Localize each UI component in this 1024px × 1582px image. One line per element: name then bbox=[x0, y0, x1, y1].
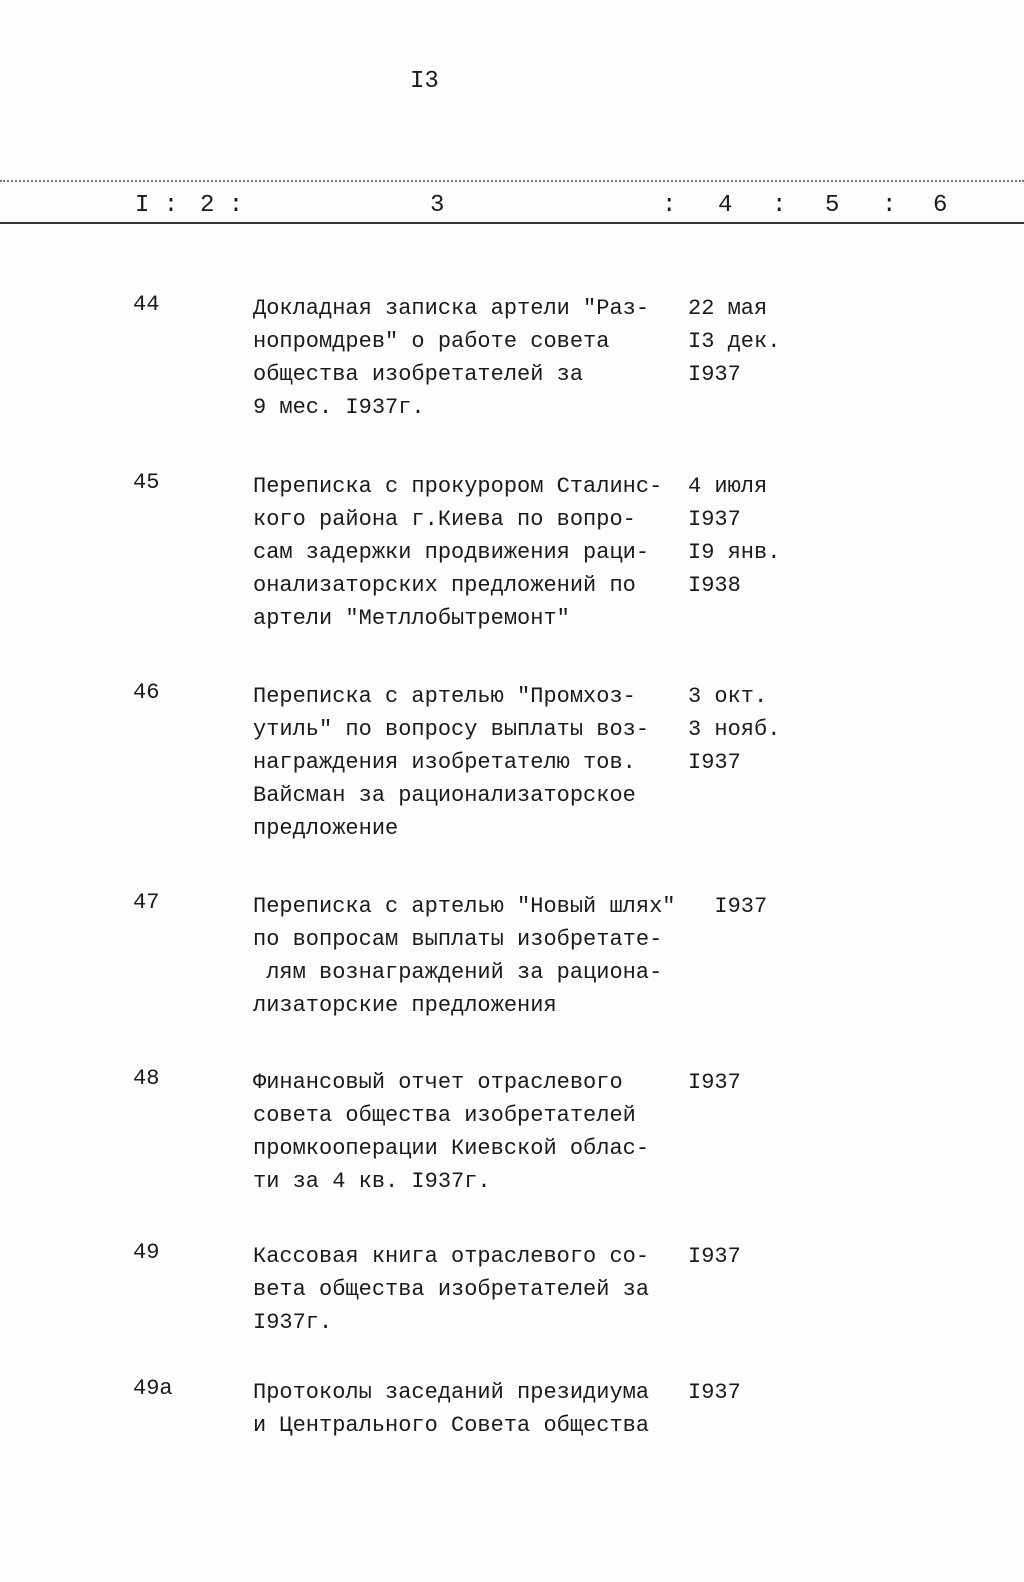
entry-dates bbox=[688, 680, 780, 779]
entry-title-line: лизаторские предложения bbox=[253, 993, 557, 1018]
page-number: I3 bbox=[410, 68, 439, 95]
entry-title-line: совета общества изобретателей bbox=[253, 1103, 636, 1128]
entry-title-line: утиль" по вопросу выплаты воз- bbox=[253, 717, 650, 742]
entry-date-line: I937 bbox=[688, 507, 741, 532]
entry-title bbox=[253, 470, 662, 635]
entry-title bbox=[253, 1240, 649, 1339]
entry-title-line: нопромдрев" о работе совета bbox=[253, 329, 610, 354]
entry-number: 46 bbox=[133, 680, 160, 705]
entry-date-line: I3 дек. bbox=[688, 329, 781, 354]
entry-title-line: Переписка с артелью "Промхоз- bbox=[253, 684, 636, 709]
column-4: 4 bbox=[718, 192, 733, 219]
entry-number: 48 bbox=[133, 1066, 160, 1091]
entry-title-line: сам задержки продвижения раци- bbox=[253, 540, 650, 565]
entry-title-line: Докладная записка артели "Раз- bbox=[253, 296, 650, 321]
entry-title bbox=[253, 680, 649, 845]
entry-date-line: 3 окт. bbox=[688, 684, 768, 709]
entry-title-line: Вайсман за рационализаторское bbox=[253, 783, 636, 808]
entry-number: 49 bbox=[133, 1240, 160, 1265]
entry-dates bbox=[688, 1376, 741, 1409]
entry-date-line: I937 bbox=[688, 1070, 741, 1095]
entry-dates bbox=[688, 890, 767, 923]
entry-title-line: Кассовая книга отраслевого со- bbox=[253, 1244, 650, 1269]
entry-number: 47 bbox=[133, 890, 160, 915]
entry-number: 44 bbox=[133, 292, 160, 317]
entry-date-line: 3 нояб. bbox=[688, 717, 781, 742]
entry-number: 49а bbox=[133, 1376, 173, 1401]
entry-title-line: Финансовый отчет отраслевого bbox=[253, 1070, 623, 1095]
entry-title-line: вета общества изобретателей за bbox=[253, 1277, 650, 1302]
entry-date-line: I937 bbox=[688, 1380, 741, 1405]
column-1: I : bbox=[135, 192, 179, 219]
column-5: 5 bbox=[825, 192, 840, 219]
entry-dates bbox=[688, 470, 780, 602]
entry-date-line: I937 bbox=[688, 750, 741, 775]
column-3: 3 bbox=[430, 192, 445, 219]
entry-date-line: I938 bbox=[688, 573, 741, 598]
entry-title-line: награждения изобретателю тов. bbox=[253, 750, 636, 775]
entry-dates bbox=[688, 292, 780, 391]
column-6: 6 bbox=[933, 192, 948, 219]
entry-title-line: предложение bbox=[253, 816, 399, 841]
entry-title-line: кого района г.Киева по вопро- bbox=[253, 507, 636, 532]
entry-title bbox=[253, 1066, 649, 1198]
entry-title-line: общества изобретателей за bbox=[253, 362, 584, 387]
entry-title bbox=[253, 1376, 649, 1442]
entry-date-line: I937 bbox=[688, 894, 768, 919]
entry-title-line: Протоколы заседаний президиума bbox=[253, 1380, 650, 1405]
entry-title bbox=[253, 890, 675, 1022]
entry-title-line: Переписка с артелью "Новый шлях" bbox=[253, 894, 676, 919]
entry-date-line: 22 мая bbox=[688, 296, 768, 321]
column-sep: : bbox=[772, 192, 787, 219]
entry-title-line: промкооперации Киевской облас- bbox=[253, 1136, 650, 1161]
column-2: 2 : bbox=[200, 192, 244, 219]
entry-dates bbox=[688, 1066, 741, 1099]
entry-dates bbox=[688, 1240, 741, 1273]
entry-number: 45 bbox=[133, 470, 160, 495]
entry-date-line: I9 янв. bbox=[688, 540, 781, 565]
entry-title-line: лям вознаграждений за рациона- bbox=[253, 960, 663, 985]
column-sep: : bbox=[882, 192, 897, 219]
entry-title-line: Переписка с прокурором Сталинс- bbox=[253, 474, 663, 499]
entry-title-line: ти за 4 кв. I937г. bbox=[253, 1169, 491, 1194]
entry-date-line: I937 bbox=[688, 1244, 741, 1269]
entry-title-line: по вопросам выплаты изобретате- bbox=[253, 927, 663, 952]
header-top-rule bbox=[0, 180, 1024, 182]
entry-date-line: I937 bbox=[688, 362, 741, 387]
entry-title bbox=[253, 292, 649, 424]
entry-title-line: артели "Метллобытремонт" bbox=[253, 606, 570, 631]
entry-title-line: и Центрального Совета общества bbox=[253, 1413, 650, 1438]
entry-title-line: I937г. bbox=[253, 1310, 333, 1335]
header-bottom-rule bbox=[0, 222, 1024, 224]
column-sep: : bbox=[662, 192, 677, 219]
entry-title-line: 9 мес. I937г. bbox=[253, 395, 425, 420]
entry-title-line: онализаторских предложений по bbox=[253, 573, 636, 598]
entry-date-line: 4 июля bbox=[688, 474, 768, 499]
